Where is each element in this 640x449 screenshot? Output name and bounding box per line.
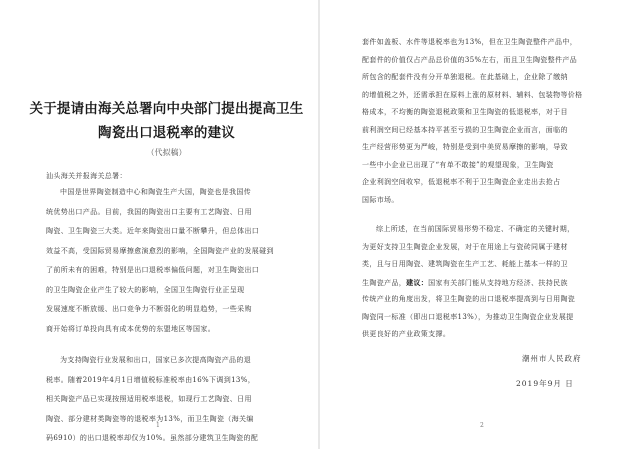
body-line: 发展速度不断放缓、出口竞争力不断弱化的明显趋势，一些采购 <box>46 305 252 313</box>
body-line-text: 所包含的配套件没有分开单独退税。在此基础上，企业除了缴纳 <box>362 73 568 81</box>
body-line-text: 的增值税之外，还需承担在原料上涨的原材料、辅料、包装物等价格 <box>362 90 583 99</box>
body-line-text: 国家有关部门能从支持地方经济、扶持民族 <box>428 278 568 287</box>
body-line <box>362 260 568 269</box>
body-line: 相关陶瓷产品已实现按照适用税率退税，如现行工艺陶瓷、日用 <box>46 395 252 403</box>
body-line: 中国是世界陶瓷制造中心和陶瓷生产大国，陶瓷也是我国传 <box>60 188 252 196</box>
document-title-line-1: 关于提请由海关总署向中央部门提出提高卫生 <box>29 101 304 117</box>
body-line <box>362 330 450 339</box>
body-line-text: 生陶瓷产品， <box>362 278 407 287</box>
body-line <box>362 295 575 304</box>
body-line-text: 套件如盖板、水件等退税率也为13%，但在卫生陶瓷整件产品中， <box>362 38 578 46</box>
body-line <box>362 73 568 82</box>
salutation: 汕头海关并报海关总署： <box>46 172 127 180</box>
page-gutter <box>318 0 320 449</box>
body-line: 统优势出口产品。目前，我国的陶瓷出口主要有工艺陶瓷、日用 <box>46 207 252 216</box>
body-line <box>376 225 574 234</box>
document-subtitle: （代拟稿） <box>146 148 187 157</box>
signature-organization: 潮州市人民政府 <box>522 354 582 363</box>
body-line-text: 为更好支持卫生陶瓷企业发展，对于在用途上与瓷砖同属于建材 <box>362 242 568 251</box>
body-line <box>362 91 583 100</box>
body-line: 效益不高，受国际贸易摩擦愈演愈烈的影响，全国陶瓷产业的发展碰到 <box>46 246 274 255</box>
signature-date: 2019年9月 日 <box>516 379 574 388</box>
body-line: 陶瓷、部分建材类陶瓷等的退税率为13%，而卫生陶瓷（海关编 <box>46 414 254 423</box>
body-line-text: 生产经营形势更为严峻，特别是受到中美贸易摩擦的影响，导致 <box>362 143 568 151</box>
body-line <box>362 243 568 252</box>
page-number-1: 1 <box>156 422 160 429</box>
body-line <box>362 196 399 205</box>
document-page-left <box>4 0 314 449</box>
body-line <box>362 143 568 152</box>
document-page-right <box>326 0 636 449</box>
body-line-text: 格成本，不均衡的陶瓷退税政策和卫生陶瓷的低退税率，对于目 <box>362 108 568 116</box>
body-line <box>362 38 577 47</box>
body-line <box>362 178 560 187</box>
body-line-text: 一些中小企业已出现了“有单不敢接”的观望现象，卫生陶瓷 <box>362 160 554 169</box>
body-line: 了前所未有的困难，特别是出口退税率偏低问题，对卫生陶瓷出口 <box>46 266 260 274</box>
body-line <box>362 56 577 65</box>
body-line: 为支持陶瓷行业发展和出口，国家已多次提高陶瓷产品的退 <box>60 356 252 364</box>
body-line: 码6910）的出口退税率却仅为10%。虽然部分建筑卫生陶瓷的配 <box>46 434 259 442</box>
body-line: 的卫生陶瓷企业产生了较大的影响，全国卫生陶瓷行业正呈现 <box>46 285 245 294</box>
body-line <box>362 313 574 322</box>
page-number-2: 2 <box>480 422 484 429</box>
body-line-text: 前利润空间已经基本持平甚至亏损的卫生陶瓷企业而言，面临的 <box>362 125 568 134</box>
body-line-text: 综上所述，在当前国际贸易形势不稳定、不确定的关键时期， <box>376 225 575 233</box>
body-line <box>362 108 568 117</box>
body-line: 商开始将订单投向具有成本优势的东盟地区等国家。 <box>46 324 216 333</box>
document-title-line-2: 陶瓷出口退税率的建议 <box>98 125 235 141</box>
body-line <box>362 161 554 170</box>
body-line-text: 传统产业的角度出发，将卫生陶瓷的出口退税率提高到与日用陶瓷 <box>362 295 576 303</box>
body-line-text: 类，且与日用陶瓷、建筑陶瓷在生产工艺、耗能上基本一样的卫 <box>362 260 568 268</box>
body-line-text: 配套件的价值仅占产品总价值的35%左右，而且卫生陶瓷整件产品 <box>362 55 578 64</box>
body-line-text: 企业利润空间收窄，低退税率不利于卫生陶瓷企业走出去抢占 <box>362 178 561 186</box>
body-line-text: 陶瓷同一标准（即出口退税率13%），为推动卫生陶瓷企业发展提 <box>362 312 574 321</box>
body-line-text: 国际市场。 <box>362 195 399 204</box>
body-line <box>362 278 568 288</box>
body-line: 陶瓷、卫生陶瓷三大类。近年来陶瓷出口量不断攀升，但总体出口 <box>46 227 260 235</box>
body-line-text: 供更良好的产业政策支撑。 <box>362 330 451 338</box>
body-line <box>362 126 568 135</box>
body-line: 税率。随着2019年4月1日增值税标准税率由16%下调到13%， <box>46 375 256 384</box>
emphasis-text: 建议： <box>406 277 429 287</box>
